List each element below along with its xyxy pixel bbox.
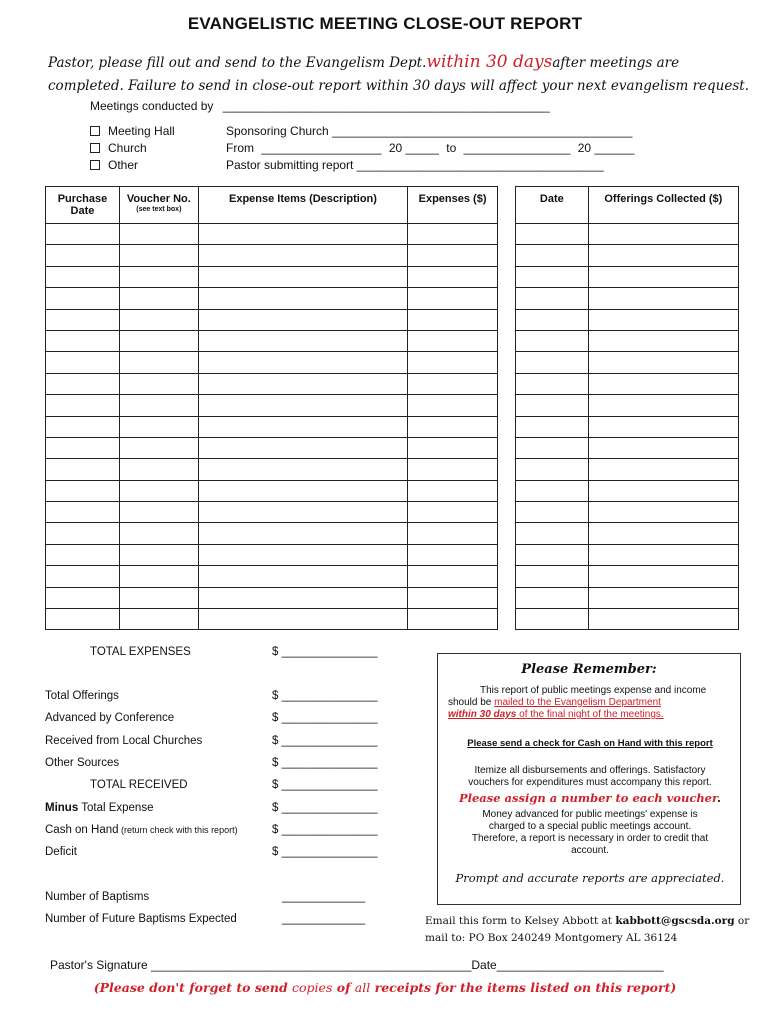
- purchase-date-cell[interactable]: [46, 288, 120, 309]
- offering-row: [516, 609, 739, 630]
- reminder-paragraph-5: Money advanced for public meetings' expense is charged to a special public meetings account. Therefore, a report is necessary in order to credit that account.: [471, 809, 709, 856]
- voucher-no-cell[interactable]: [119, 330, 198, 351]
- contact-email[interactable]: kabbott@gscsda.org: [615, 915, 735, 927]
- expense-amount-cell[interactable]: [408, 587, 498, 608]
- expense-description-cell[interactable]: [198, 352, 407, 373]
- purchase-date-cell[interactable]: [46, 544, 120, 565]
- purchase-date-cell[interactable]: [46, 309, 120, 330]
- offering-date-cell[interactable]: [516, 288, 589, 309]
- date-range-row: [226, 141, 634, 155]
- voucher-no-cell[interactable]: [119, 245, 198, 266]
- offering-amount-cell[interactable]: [588, 480, 738, 501]
- purchase-date-cell[interactable]: [46, 395, 120, 416]
- column-header-date: Date: [516, 187, 589, 224]
- offering-row: [516, 587, 739, 608]
- total-offerings-field[interactable]: $ _______________: [272, 690, 378, 702]
- offering-amount-cell[interactable]: [588, 502, 738, 523]
- reminder-box: [437, 653, 741, 905]
- offering-row: [516, 437, 739, 458]
- purchase-date-cell[interactable]: [46, 523, 120, 544]
- offering-row: [516, 395, 739, 416]
- expense-amount-cell[interactable]: [408, 480, 498, 501]
- offering-date-cell[interactable]: [516, 437, 589, 458]
- advanced-by-conference-label: Advanced by Conference: [45, 712, 175, 724]
- purchase-date-cell[interactable]: [46, 502, 120, 523]
- expense-description-cell[interactable]: [198, 480, 407, 501]
- minus-total-expense-label: Minus Total Expense: [45, 802, 154, 814]
- pastor-signature-label: Pastor's Signature: [50, 958, 148, 972]
- expense-row: [46, 459, 498, 480]
- purchase-date-cell[interactable]: [46, 566, 120, 587]
- voucher-note: (see text box): [136, 206, 182, 213]
- offering-date-cell[interactable]: [516, 523, 589, 544]
- expense-description-cell[interactable]: [198, 502, 407, 523]
- year-label: 20: [577, 141, 592, 155]
- cash-on-hand-label: Cash on Hand (return check with this report): [45, 824, 238, 836]
- expense-row: [46, 416, 498, 437]
- voucher-no-cell[interactable]: [119, 587, 198, 608]
- signature-date-field[interactable]: _________________________: [496, 958, 664, 972]
- checkbox-icon[interactable]: [90, 160, 100, 170]
- total-received-field[interactable]: $ _______________: [272, 779, 378, 791]
- offering-row: [516, 523, 739, 544]
- to-label: to: [446, 141, 457, 155]
- expense-amount-cell[interactable]: [408, 502, 498, 523]
- offering-row: [516, 352, 739, 373]
- baptisms-label: Number of Baptisms: [45, 891, 150, 903]
- purchase-date-cell[interactable]: [46, 330, 120, 351]
- offering-row: [516, 373, 739, 394]
- expense-amount-cell[interactable]: [408, 566, 498, 587]
- expense-description-cell[interactable]: [198, 266, 407, 287]
- column-header-purchase-date: Purchase Date: [46, 187, 120, 224]
- expense-row: [46, 502, 498, 523]
- expense-row: [46, 373, 498, 394]
- expense-description-cell[interactable]: [198, 309, 407, 330]
- venue-option-other[interactable]: [90, 158, 138, 172]
- expense-row: [46, 544, 498, 565]
- expense-row: [46, 566, 498, 587]
- offering-amount-cell[interactable]: [588, 566, 738, 587]
- deadline-emphasis: within 30 days: [426, 52, 553, 72]
- expense-amount-cell[interactable]: [408, 245, 498, 266]
- expense-row: [46, 609, 498, 630]
- purchase-date-cell[interactable]: [46, 245, 120, 266]
- offering-amount-cell[interactable]: [588, 224, 738, 245]
- voucher-no-cell[interactable]: [119, 266, 198, 287]
- from-label: From: [226, 141, 254, 155]
- pastor-signature-field[interactable]: ________________________________________________: [151, 958, 472, 972]
- offering-row: [516, 459, 739, 480]
- offering-amount-cell[interactable]: [588, 309, 738, 330]
- checkbox-icon[interactable]: [90, 126, 100, 136]
- purchase-date-cell[interactable]: [46, 416, 120, 437]
- contact-line-1: Email this form to Kelsey Abbott at kabbott@gscsda.org or: [425, 915, 750, 927]
- venue-option-church[interactable]: [90, 141, 147, 155]
- offering-row: [516, 502, 739, 523]
- venue-option-label: Other: [108, 158, 139, 172]
- signature-row: [50, 958, 664, 972]
- sponsoring-church-row: [226, 124, 632, 138]
- expense-amount-cell[interactable]: [408, 609, 498, 630]
- expense-description-cell[interactable]: [198, 245, 407, 266]
- expense-amount-cell[interactable]: [408, 437, 498, 458]
- expense-description-cell[interactable]: [198, 523, 407, 544]
- offering-date-cell[interactable]: [516, 309, 589, 330]
- sponsoring-church-label: Sponsoring Church: [226, 124, 329, 138]
- column-header-expenses: Expenses ($): [408, 187, 498, 224]
- offering-row: [516, 309, 739, 330]
- instruction-line-2: completed. Failure to send in close-out report within 30 days will affect your next evangelism request.: [48, 78, 749, 94]
- offering-row: [516, 224, 739, 245]
- venue-option-label: Church: [108, 141, 147, 155]
- offering-date-cell[interactable]: [516, 480, 589, 501]
- reminder-paragraph-3: Itemize all disbursements and offerings. Satisfactory vouchers for expenditures must accompany this report.: [468, 765, 712, 788]
- expense-description-cell[interactable]: [198, 566, 407, 587]
- expense-amount-cell[interactable]: [408, 288, 498, 309]
- voucher-no-cell[interactable]: [119, 437, 198, 458]
- venue-option-label: Meeting Hall: [108, 124, 175, 138]
- expense-row: [46, 245, 498, 266]
- offering-date-cell[interactable]: [516, 416, 589, 437]
- offering-amount-cell[interactable]: [588, 266, 738, 287]
- pastor-submitting-label: Pastor submitting report: [226, 158, 354, 172]
- expense-row: [46, 330, 498, 351]
- pastor-submitting-row: [226, 158, 604, 172]
- meetings-conducted-row: [90, 99, 550, 113]
- expense-amount-cell[interactable]: [408, 459, 498, 480]
- expense-row: [46, 266, 498, 287]
- offering-date-cell[interactable]: [516, 352, 589, 373]
- purchase-date-cell[interactable]: [46, 459, 120, 480]
- voucher-no-cell[interactable]: [119, 459, 198, 480]
- from-date-field[interactable]: __________________: [261, 141, 382, 155]
- offering-date-cell[interactable]: [516, 609, 589, 630]
- total-offerings-label: Total Offerings: [45, 690, 119, 702]
- voucher-no-cell[interactable]: [119, 352, 198, 373]
- expense-amount-cell[interactable]: [408, 416, 498, 437]
- offering-row: [516, 480, 739, 501]
- offering-amount-cell[interactable]: [588, 587, 738, 608]
- expense-amount-cell[interactable]: [408, 330, 498, 351]
- voucher-no-cell[interactable]: [119, 480, 198, 501]
- future-baptisms-label: Number of Future Baptisms Expected: [45, 913, 237, 925]
- expense-row: [46, 352, 498, 373]
- contact-line-2: mail to: PO Box 240249 Montgomery AL 36124: [425, 932, 678, 944]
- offering-amount-cell[interactable]: [588, 609, 738, 630]
- offering-amount-cell[interactable]: [588, 523, 738, 544]
- expense-row: [46, 395, 498, 416]
- expense-description-cell[interactable]: [198, 224, 407, 245]
- expense-row: [46, 309, 498, 330]
- baptisms-field[interactable]: _____________: [282, 891, 366, 903]
- offering-date-cell[interactable]: [516, 330, 589, 351]
- offering-row: [516, 266, 739, 287]
- offering-date-cell[interactable]: [516, 373, 589, 394]
- offerings-table: [515, 186, 739, 630]
- offering-row: [516, 330, 739, 351]
- offering-date-cell[interactable]: [516, 266, 589, 287]
- reminder-paragraph-6: Prompt and accurate reports are appreciated.: [455, 871, 725, 885]
- expense-description-cell[interactable]: [198, 330, 407, 351]
- deficit-field[interactable]: $ _______________: [272, 846, 378, 858]
- expense-amount-cell[interactable]: [408, 395, 498, 416]
- venue-option-meeting-hall[interactable]: [90, 124, 175, 138]
- footer-reminder: (Please don't forget to send copies of all receipts for the items listed on this report): [93, 980, 677, 995]
- total-received-label: TOTAL RECEIVED: [90, 779, 188, 791]
- offering-date-cell[interactable]: [516, 245, 589, 266]
- purchase-date-cell[interactable]: [46, 266, 120, 287]
- checkbox-icon[interactable]: [90, 143, 100, 153]
- offering-amount-cell[interactable]: [588, 373, 738, 394]
- instruction-line-1: [48, 52, 679, 72]
- offering-row: [516, 544, 739, 565]
- voucher-no-cell[interactable]: [119, 309, 198, 330]
- voucher-no-cell[interactable]: [119, 609, 198, 630]
- expense-row: [46, 523, 498, 544]
- reminder-title: Please Remember:: [521, 662, 657, 677]
- to-year-field[interactable]: ______: [594, 141, 635, 155]
- offering-amount-cell[interactable]: [588, 288, 738, 309]
- offering-date-cell[interactable]: [516, 587, 589, 608]
- purchase-date-cell[interactable]: [46, 587, 120, 608]
- offering-amount-cell[interactable]: [588, 459, 738, 480]
- voucher-no-cell[interactable]: [119, 373, 198, 394]
- purchase-date-cell[interactable]: [46, 437, 120, 458]
- expense-description-cell[interactable]: [198, 373, 407, 394]
- expense-amount-cell[interactable]: [408, 544, 498, 565]
- total-expenses-field[interactable]: $ _______________: [272, 646, 378, 658]
- mailed-to-evangelism-link[interactable]: mailed to the Evangelism Department: [494, 697, 661, 708]
- expense-row: [46, 480, 498, 501]
- instruction-text: Pastor, please fill out and send to the Evangelism Dept.: [48, 55, 427, 71]
- future-baptisms-field[interactable]: _____________: [282, 913, 366, 925]
- offering-amount-cell[interactable]: [588, 437, 738, 458]
- purchase-date-cell[interactable]: [46, 224, 120, 245]
- other-sources-label: Other Sources: [45, 757, 120, 769]
- date-label: Date: [471, 958, 497, 972]
- received-local-churches-field[interactable]: $ _______________: [272, 735, 378, 747]
- offering-date-cell[interactable]: [516, 566, 589, 587]
- offering-row: [516, 566, 739, 587]
- voucher-no-cell[interactable]: [119, 502, 198, 523]
- offering-date-cell[interactable]: [516, 224, 589, 245]
- voucher-no-cell[interactable]: [119, 416, 198, 437]
- cash-on-hand-field[interactable]: $ _______________: [272, 824, 378, 836]
- deficit-label: Deficit: [45, 846, 77, 858]
- sponsoring-church-field[interactable]: _____________________________________________: [332, 124, 633, 138]
- voucher-no-cell[interactable]: [119, 288, 198, 309]
- expense-description-cell[interactable]: [198, 437, 407, 458]
- offering-amount-cell[interactable]: [588, 245, 738, 266]
- purchase-date-cell[interactable]: [46, 352, 120, 373]
- purchase-date-cell[interactable]: [46, 480, 120, 501]
- offering-row: [516, 416, 739, 437]
- expense-description-cell[interactable]: [198, 609, 407, 630]
- reminder-paragraph-4: Please assign a number to each voucher.: [458, 791, 722, 805]
- expense-amount-cell[interactable]: [408, 373, 498, 394]
- offering-date-cell[interactable]: [516, 544, 589, 565]
- expense-amount-cell[interactable]: [408, 266, 498, 287]
- expense-description-cell[interactable]: [198, 587, 407, 608]
- to-date-field[interactable]: ________________: [463, 141, 571, 155]
- column-header-voucher-no: Voucher No. (see text box): [119, 187, 198, 224]
- offering-row: [516, 288, 739, 309]
- offering-date-cell[interactable]: [516, 459, 589, 480]
- voucher-no-cell[interactable]: [119, 544, 198, 565]
- column-header-offerings-collected: Offerings Collected ($): [588, 187, 738, 224]
- instruction-text-cont: after meetings are: [552, 55, 680, 71]
- voucher-no-cell[interactable]: [119, 395, 198, 416]
- offering-amount-cell[interactable]: [588, 330, 738, 351]
- expense-row: [46, 224, 498, 245]
- expense-table: [45, 186, 498, 630]
- expense-description-cell[interactable]: [198, 416, 407, 437]
- expense-row: [46, 587, 498, 608]
- total-expenses-label: TOTAL EXPENSES: [90, 646, 191, 658]
- offering-date-cell[interactable]: [516, 502, 589, 523]
- page-title: EVANGELISTIC MEETING CLOSE-OUT REPORT: [187, 14, 583, 33]
- offering-date-cell[interactable]: [516, 395, 589, 416]
- expense-row: [46, 288, 498, 309]
- voucher-no-cell[interactable]: [119, 523, 198, 544]
- expense-amount-cell[interactable]: [408, 309, 498, 330]
- expense-description-cell[interactable]: [198, 544, 407, 565]
- received-local-churches-label: Received from Local Churches: [45, 735, 203, 747]
- expense-amount-cell[interactable]: [408, 224, 498, 245]
- meetings-conducted-field[interactable]: _________________________________________________: [222, 99, 550, 113]
- voucher-no-cell[interactable]: [119, 566, 198, 587]
- expense-amount-cell[interactable]: [408, 523, 498, 544]
- purchase-date-cell[interactable]: [46, 373, 120, 394]
- from-year-field[interactable]: _____: [405, 141, 439, 155]
- expense-description-cell[interactable]: [198, 288, 407, 309]
- purchase-date-cell[interactable]: [46, 609, 120, 630]
- offering-amount-cell[interactable]: [588, 352, 738, 373]
- column-header-expense-items: Expense Items (Description): [198, 187, 407, 224]
- offering-amount-cell[interactable]: [588, 416, 738, 437]
- pastor-submitting-field[interactable]: _____________________________________: [356, 158, 604, 172]
- year-label: 20: [388, 141, 403, 155]
- reminder-paragraph-2: Please send a check for Cash on Hand with this report: [467, 738, 713, 749]
- offering-amount-cell[interactable]: [588, 395, 738, 416]
- expense-amount-cell[interactable]: [408, 352, 498, 373]
- other-sources-field[interactable]: $ _______________: [272, 757, 378, 769]
- expense-description-cell[interactable]: [198, 395, 407, 416]
- offering-amount-cell[interactable]: [588, 544, 738, 565]
- offering-row: [516, 245, 739, 266]
- expense-row: [46, 437, 498, 458]
- meetings-conducted-label: Meetings conducted by: [90, 99, 214, 113]
- reminder-paragraph-1: This report of public meetings expense and income should be mailed to the Evangelism Department within 30 days of the final night of the meetings.: [448, 685, 707, 720]
- advanced-by-conference-field[interactable]: $ _______________: [272, 712, 378, 724]
- expense-description-cell[interactable]: [198, 459, 407, 480]
- minus-total-expense-field[interactable]: $ _______________: [272, 802, 378, 814]
- voucher-no-cell[interactable]: [119, 224, 198, 245]
